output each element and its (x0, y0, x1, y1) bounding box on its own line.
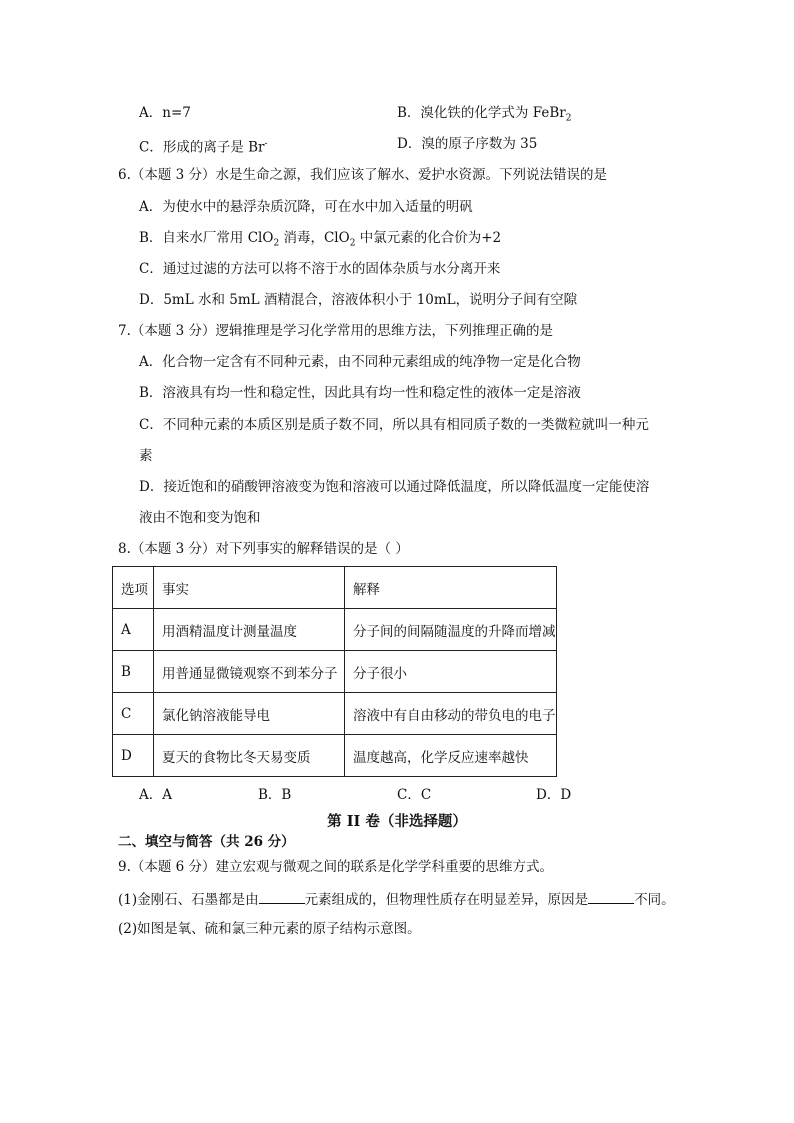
q8-answer-b: B．B (258, 787, 292, 803)
table-cell: A (113, 609, 154, 651)
table-cell: 氯化钠溶液能导电 (154, 693, 345, 735)
q8-answer-c: C．C (397, 787, 432, 803)
q6-option-c: C．通过过滤的方法可以将不溶于水的固体杂质与水分离开来 (139, 261, 501, 277)
q5-option-b (397, 104, 571, 128)
q6-option-b-sub2: 2 (349, 238, 356, 249)
table-cell: 夏天的食物比冬天易变质 (154, 735, 345, 777)
fill-blank-1[interactable] (259, 889, 305, 904)
q6-option-b-sub1: 2 (273, 238, 280, 249)
q7-option-c-line2: 素 (139, 448, 153, 464)
q9-sub1-part3: 不同。 (634, 892, 675, 908)
q7-option-b: B．溶液具有均一性和稳定性，因此具有均一性和稳定性的液体一定是溶液 (139, 385, 581, 401)
q9-sub1-part1: (1)金刚石、石墨都是由 (118, 892, 259, 908)
q5-option-b-subscript: 2 (565, 113, 572, 124)
q8-answer-a: A．A (139, 787, 172, 803)
q7-option-d-line1: D．接近饱和的硝酸钾溶液变为饱和溶液可以通过降低温度，所以降低温度一定能使溶 (139, 479, 650, 495)
table-cell: 溶液中有自由移动的带负电的电子 (345, 693, 557, 735)
table-cell: 用普通显微镜观察不到苯分子 (154, 651, 345, 693)
q5-option-b-text: B．溴化铁的化学式为 FeBr (397, 105, 566, 121)
q5-option-d: D．溴的原子序数为 35 (397, 136, 538, 152)
fill-blank-2[interactable] (588, 889, 634, 904)
q8-table (112, 566, 557, 777)
q9-stem: 9.（本题 6 分）建立宏观与微观之间的联系是化学学科重要的思维方式。 (118, 859, 554, 875)
q8-answer-d: D．D (536, 787, 572, 803)
table-header-row (113, 567, 557, 609)
part-title: 二、填空与简答（共 26 分） (118, 834, 295, 850)
q6-option-b-part2: 消毒，ClO (279, 230, 350, 246)
q7-option-d-line2: 液由不饱和变为饱和 (139, 510, 261, 526)
table-cell: 分子间的间隔随温度的升降而增减 (345, 609, 557, 651)
q7-option-a: A．化合物一定含有不同种元素，由不同种元素组成的纯净物一定是化合物 (139, 354, 581, 370)
q6-option-d: D．5mL 水和 5mL 酒精混合，溶液体积小于 10mL，说明分子间有空隙 (139, 292, 578, 308)
table-row (113, 735, 557, 777)
q6-stem: 6.（本题 3 分）水是生命之源，我们应该了解水、爱护水资源。下列说法错误的是 (118, 167, 608, 183)
table-cell: 分子很小 (345, 651, 557, 693)
q5-option-c (139, 135, 268, 157)
q9-sub1 (118, 889, 675, 909)
table-row (113, 693, 557, 735)
table-row (113, 609, 557, 651)
table-header-cell: 解释 (345, 567, 557, 609)
q7-option-c-line1: C．不同种元素的本质区别是质子数不同，所以具有相同质子数的一类微粒就叫一种元 (139, 417, 649, 433)
table-cell: 用酒精温度计测量温度 (154, 609, 345, 651)
q6-option-b (139, 229, 501, 253)
q9-sub2: (2)如图是氧、硫和氯三种元素的原子结构示意图。 (118, 921, 421, 937)
q8-stem: 8.（本题 3 分）对下列事实的解释错误的是（ ） (118, 541, 409, 557)
table-header-cell: 事实 (154, 567, 345, 609)
q5-option-c-text: C．形成的离子是 Br (139, 139, 265, 156)
table-cell: 温度越高，化学反应速率越快 (345, 735, 557, 777)
table-cell: C (113, 693, 154, 735)
q6-option-b-part3: 中氯元素的化合价为+2 (355, 230, 502, 246)
q9-sub1-part2: 元素组成的，但物理性质存在明显差异，原因是 (304, 892, 589, 908)
table-header-cell: 选项 (113, 567, 154, 609)
q7-stem: 7.（本题 3 分）逻辑推理是学习化学常用的思维方法，下列推理正确的是 (118, 323, 554, 339)
q5-option-a: A．n=7 (139, 105, 191, 121)
section-title: 第 II 卷（非选择题） (327, 813, 467, 830)
table-cell: D (113, 735, 154, 777)
q5-option-c-superscript: - (264, 139, 268, 149)
table-cell: B (113, 651, 154, 693)
q6-option-b-part1: B．自来水厂常用 ClO (139, 230, 274, 246)
q6-option-a: A．为使水中的悬浮杂质沉降，可在水中加入适量的明矾 (139, 199, 473, 215)
table-row (113, 651, 557, 693)
